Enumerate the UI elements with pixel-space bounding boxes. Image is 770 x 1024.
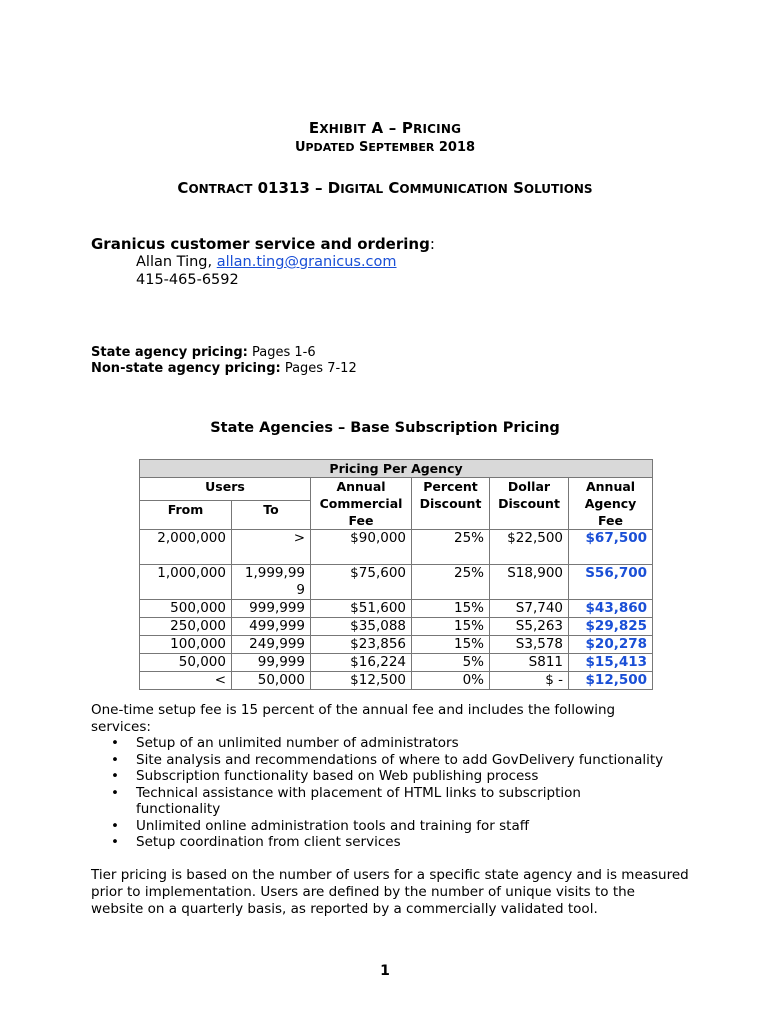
contact-email-link[interactable]: allan.ting@granicus.com [216,254,397,270]
cell-from: 2,000,000 [140,530,232,565]
cell-percent-discount: 15% [412,618,490,636]
cell-agency-fee: S56,700 [569,565,653,600]
list-item: • Setup of an unlimited number of administrators [111,735,459,751]
cell-percent-discount: 25% [412,565,490,600]
cell-dollar-discount: S3,578 [490,636,569,654]
nonstate-pricing-ref: Non-state agency pricing: Pages 7-12 [91,361,357,376]
from-header: From [140,501,232,530]
cell-from: < [140,672,232,690]
table-row [140,530,653,565]
list-item: • Technical assistance with placement of HTML links to subscription functionality [111,784,581,817]
cell-to: 50,000 [232,672,311,690]
bullet-icon: • [111,735,119,751]
bullet-icon: • [111,751,119,768]
cell-to: 1,999,999 [232,565,311,600]
table-row [140,672,653,690]
percent-discount-header: Percent Discount [412,478,490,530]
cell-to: 249,999 [232,636,311,654]
cell-to: > [232,530,311,565]
cell-percent-discount: 25% [412,530,490,565]
contact-heading: Granicus customer service and ordering: [91,235,435,253]
cell-commercial-fee: $75,600 [311,565,412,600]
cell-agency-fee: $12,500 [569,672,653,690]
cell-commercial-fee: $35,088 [311,618,412,636]
cell-dollar-discount: $ - [490,672,569,690]
cell-to: 999,999 [232,600,311,618]
bullet-icon: • [111,768,119,784]
cell-agency-fee: $20,278 [569,636,653,654]
cell-commercial-fee: $90,000 [311,530,412,565]
cell-dollar-discount: S7,740 [490,600,569,618]
contact-phone: 415-465-6592 [136,272,239,288]
users-header: Users [140,478,311,501]
contact-name: Allan Ting, [136,254,217,270]
table-title: State Agencies – Base Subscription Pricing [210,420,560,436]
cell-to: 99,999 [232,654,311,672]
list-item: • Subscription functionality based on Web publishing process [111,768,539,784]
bullet-icon: • [111,817,119,834]
pricing-table [139,459,653,690]
cell-percent-discount: 0% [412,672,490,690]
state-pricing-ref: State agency pricing: Pages 1-6 [91,345,316,360]
annual-agency-fee-header: Annual Agency Fee [569,478,653,530]
cell-from: 250,000 [140,618,232,636]
bullet-icon: • [111,834,119,850]
cell-percent-discount: 5% [412,654,490,672]
cell-dollar-discount: S5,263 [490,618,569,636]
page-number: 1 [380,963,390,979]
exhibit-title: EXHIBIT A – PRICING [308,119,462,137]
cell-agency-fee: $67,500 [569,530,653,565]
table-row [140,565,653,600]
updated-subtitle: UPDATED SEPTEMBER 2018 [294,140,476,155]
cell-from: 500,000 [140,600,232,618]
cell-agency-fee: $29,825 [569,618,653,636]
tier-pricing-note: Tier pricing is based on the number of users for a specific state agency and is measured prior to implementation. Users are defined by the number of unique visits to the website on a quarterly basis, as reported by a commercially validated tool. [91,867,689,917]
cell-commercial-fee: $51,600 [311,600,412,618]
table-row [140,600,653,618]
cell-dollar-discount: S811 [490,654,569,672]
cell-dollar-discount: $22,500 [490,530,569,565]
contact-name-line [136,253,397,271]
pricing-band-header: Pricing Per Agency [140,460,653,478]
table-row [140,636,653,654]
cell-from: 100,000 [140,636,232,654]
to-header: To [232,501,311,530]
table-row [140,654,653,672]
cell-from: 50,000 [140,654,232,672]
table-row [140,618,653,636]
cell-to: 499,999 [232,618,311,636]
cell-commercial-fee: $12,500 [311,672,412,690]
cell-dollar-discount: S18,900 [490,565,569,600]
setup-fee-intro: One-time setup fee is 15 percent of the annual fee and includes the following services: [91,702,616,735]
dollar-discount-header: Dollar Discount [490,478,569,530]
annual-commercial-fee-header: Annual Commercial Fee [311,478,412,530]
cell-from: 1,000,000 [140,565,232,600]
contract-title: CONTRACT 01313 – DIGITAL COMMUNICATION SOLUTIONS [177,179,593,197]
cell-agency-fee: $43,860 [569,600,653,618]
setup-services-list [91,735,691,851]
list-item: • Unlimited online administration tools and training for staff [111,817,530,834]
cell-commercial-fee: $23,856 [311,636,412,654]
list-item: • Setup coordination from client services [111,834,401,850]
cell-agency-fee: $15,413 [569,654,653,672]
list-item: • Site analysis and recommendations of where to add GovDelivery functionality [111,751,664,768]
cell-commercial-fee: $16,224 [311,654,412,672]
cell-percent-discount: 15% [412,600,490,618]
bullet-icon: • [111,784,119,801]
cell-percent-discount: 15% [412,636,490,654]
